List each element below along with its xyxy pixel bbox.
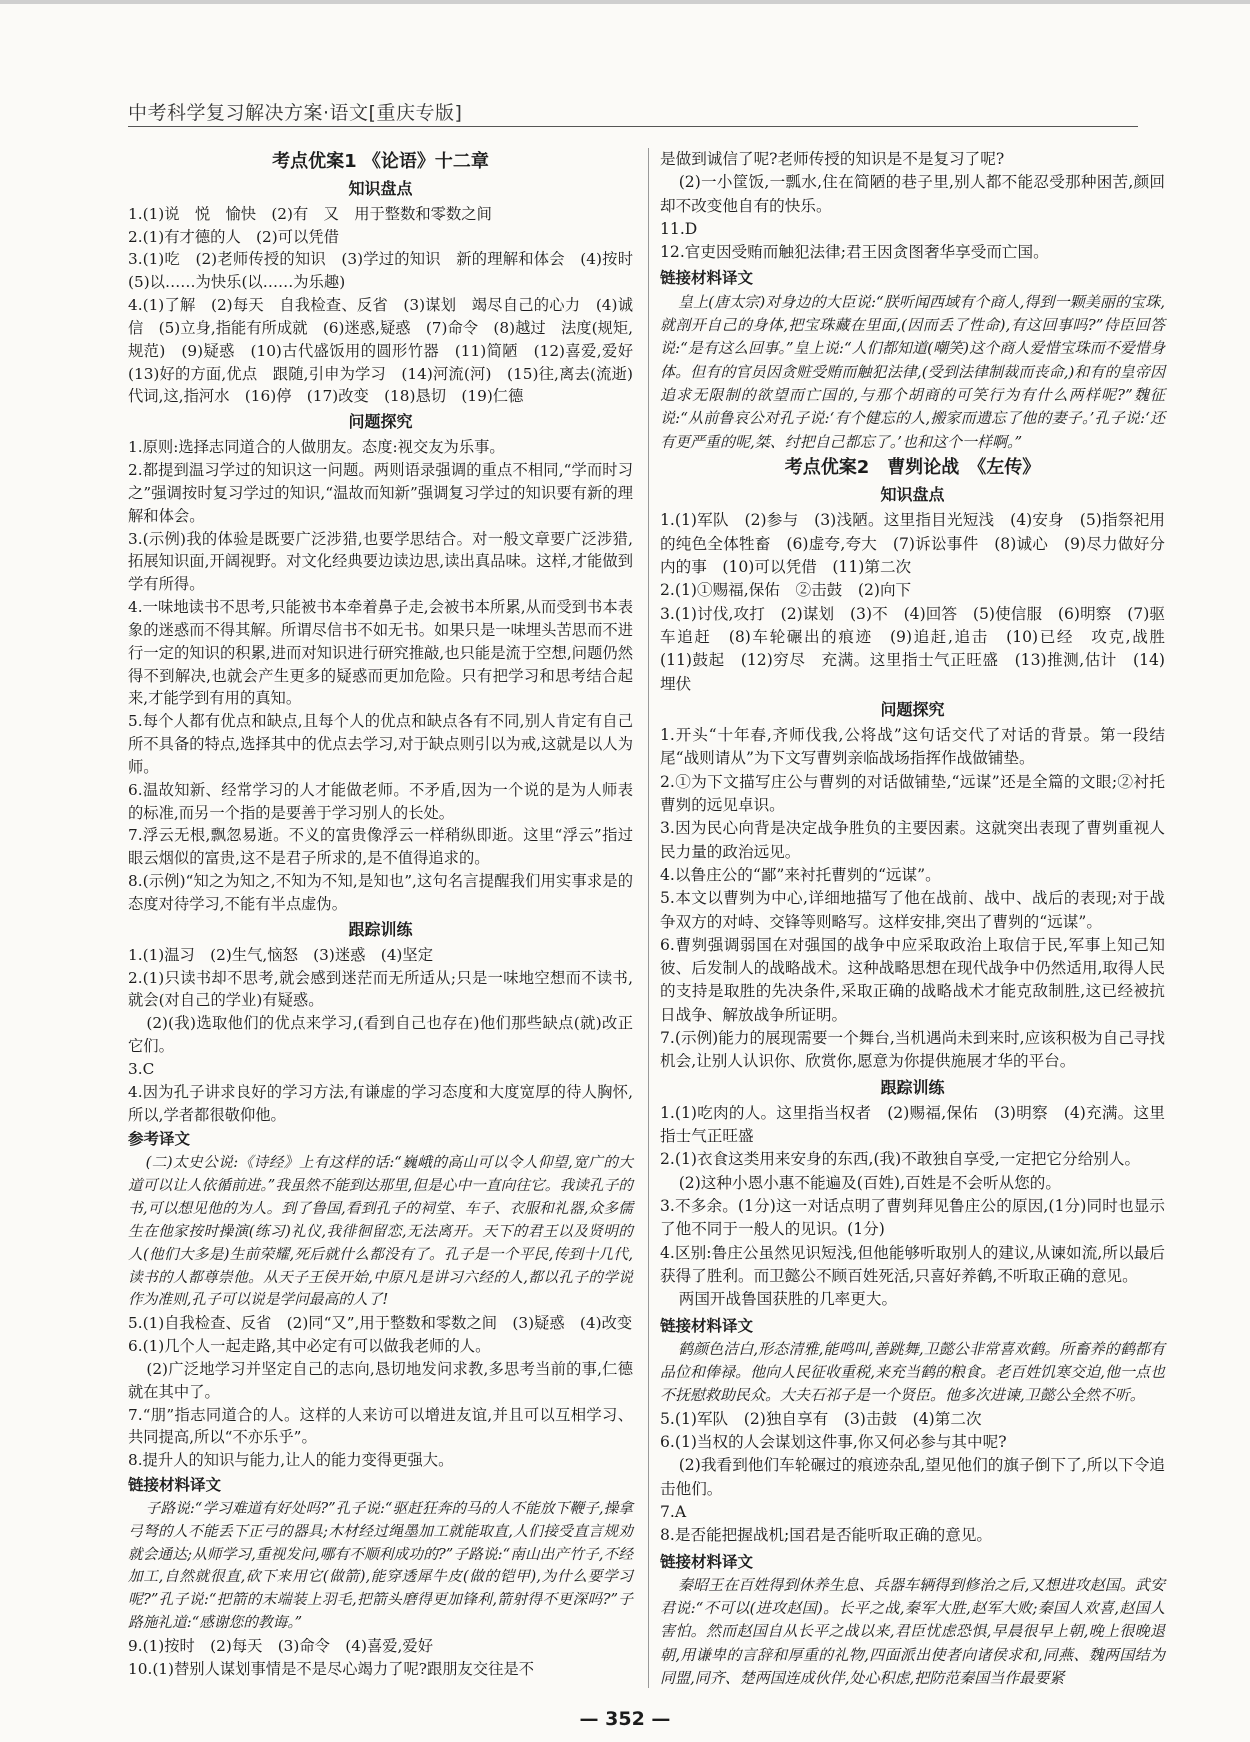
answer-item: 2.(1)只读书却不思考,就会感到迷茫而无所适从;只是一味地空想而不读书,就会(对自己的学业)有疑惑。 [128, 968, 633, 1010]
answer-item: 6.(1)几个人一起走路,其中必定有可以做我老师的人。 [128, 1337, 491, 1356]
page-number: — 352 — [579, 1708, 671, 1730]
subsection-title: 问题探究 [880, 699, 945, 719]
answer-item: 5.(1)自我检查、反省 (2)同“又”,用于整数和零数之间 (3)疑惑 (4)改变 [128, 1314, 633, 1333]
answer-item: 3.(1)讨伐,攻打 (2)谋划 (3)不 (4)回答 (5)使信服 (6)明察 (7)驱车追赶 (8)车轮碾出的痕迹 (9)追赶,追击 (10)已经 攻克,战胜 (11)鼓起 (12)穷尽 充满。这里指士气正旺盛 (13)推测,估计 (14)埋伏 [660, 604, 1181, 693]
top-rule [0, 0, 1250, 4]
answer-item: 11.D [660, 219, 698, 238]
link-translation-label: 链接材料译文 [660, 269, 754, 288]
reference-translation-label: 参考译文 [128, 1130, 191, 1149]
answer-item: 5.每个人都有优点和缺点,且每个人的优点和缺点各有不同,别人肯定有自己所不具备的特点,选择其中的优点去学习,对于缺点则引以为戒,这就是以人为师。 [128, 712, 633, 776]
column-divider [648, 148, 649, 1688]
link-translation-label: 链接材料译文 [128, 1476, 222, 1495]
translation-text: 子路说:“学习难道有好处吗?”孔子说:“驱赶狂奔的马的人不能放下鞭子,操拿弓弩的人不能丢下正弓的器具;木材经过绳墨加工就能取直,人们接受直言规劝就会通达;从师学习,重视发问,哪有不顺利成功的?”子路说:“南山出产竹子,不经加工,自然就很直,砍下来用它(做箭),能穿透犀牛皮(做的铠甲),为什么要学习呢?”孔子说:“把箭的末端装上羽毛,把箭头磨得更加锋利,箭射得不更深吗?”子路施礼道:“感谢您的教诲。” [128, 1499, 633, 1632]
translation-text: 秦昭王在百姓得到休养生息、兵器车辆得到修治之后,又想进攻赵国。武安君说:“不可以(进攻赵国)。长平之战,秦军大胜,赵军大败;秦国人欢喜,赵国人害怕。然而赵国自从长平之战以来,君臣忧虑恐惧,早晨很早上朝,晚上很晚退朝,用谦卑的言辞和厚重的礼物,四面派出使者向诸侯求和,同燕、魏两国结为同盟,同齐、楚两国连成伙伴,处心积虑,把防范秦国当作最要紧 [660, 1575, 1165, 1687]
running-head: 中考科学复习解决方案·语文[重庆专版] [128, 102, 463, 124]
answer-item: 3.因为民心向背是决定战争胜负的主要因素。这就突出表现了曹刿重视人民力量的政治远见。 [660, 819, 1165, 861]
answer-item: 9.(1)按时 (2)每天 (3)命令 (4)喜爱,爱好 [128, 1637, 433, 1655]
answer-item: 2.(1)有才德的人 (2)可以凭借 [128, 227, 339, 246]
answer-item: 3.(示例)我的体验是既要广泛涉猎,也要学思结合。对一般文章要广泛涉猎,拓展知识面,开阔视野。对文化经典要边读边思,读出真品味。这样,才能做到学有所得。 [128, 529, 633, 594]
answer-item: 2.(1)衣食这类用来安身的东西,(我)不敢独自享受,一定把它分给别人。 [660, 1150, 1141, 1169]
translation-text: 皇上(唐太宗)对身边的大臣说:“朕听闻西域有个商人,得到一颗美丽的宝珠,就剖开自己的身体,把宝珠藏在里面,(因而丢了性命),有这回事吗?”侍臣回答说:“是有这么回事。”皇上说:“人们都知道(嘲笑)这个商人爱惜宝珠而不爱惜身体。但有的官员因贪赃受贿而触犯法律,(受到法律制裁而丧命,)和有的皇帝因追求无限制的欲望而亡国的,与那个胡商的可笑行为有什么两样呢?”魏征说:“从前鲁哀公对孔子说:‘有个健忘的人,搬家而遗忘了他的妻子。’孔子说:‘还有更严重的呢,桀、纣把自己都忘了。’也和这个一样啊。” [660, 292, 1165, 451]
answer-item: 5.(1)军队 (2)独自享有 (3)击鼓 (4)第二次 [660, 1409, 982, 1428]
answer-item: 1.原则:选择志同道合的人做朋友。态度:视交友为乐事。 [128, 438, 505, 457]
left-column [128, 148, 649, 1681]
answer-item: 1.(1)说 悦 愉快 (2)有 又 用于整数和零数之间 [128, 204, 492, 223]
answer-item: 4.因为孔子讲求良好的学习方法,有谦虚的学习态度和大度宽厚的待人胸怀,所以,学者都很敬仰他。 [128, 1082, 633, 1124]
answer-item: 10.(1)替别人谋划事情是不是尽心竭力了呢?跟朋友交往是不 [128, 1659, 535, 1678]
link-translation-label: 链接材料译文 [660, 1316, 754, 1335]
subsection-title: 跟踪训练 [348, 919, 413, 939]
answer-item: 8.是否能把握战机;国君是否能听取正确的意见。 [660, 1526, 993, 1545]
answer-item: 6.温故知新、经常学习的人才能做老师。不矛盾,因为一个说的是为人师表的标准,而另一个指的是要善于学习别人的长处。 [128, 780, 633, 822]
answer-item: 2.(1)①赐福,保佑 ②击鼓 (2)向下 [660, 581, 912, 600]
answer-item: 2.①为下文描写庄公与曹刿的对话做铺垫,“远谋”还是全篇的文眼;②衬托曹刿的远见卓识。 [660, 772, 1165, 815]
answer-item: 4.一味地读书不思考,只能被书本牵着鼻子走,会被书本所累,从而受到书本表象的迷惑而不得其解。所谓尽信书不如无书。如果只是一味埋头苦思而不进行一定的知识的积累,进而对知识进行研究推敲,也只能是流于空想,问题仍然得不到解决,也就会产生更多的疑惑而更加危险。只有把学习和思考结合起来,才能学到有用的真知。 [128, 598, 633, 708]
answer-item: 7.“朋”指志同道合的人。这样的人来访可以增进友谊,并且可以互相学习、共同提高,所以“不亦乐乎”。 [128, 1405, 633, 1447]
answer-item: 1.开头“十年春,齐师伐我,公将战”这句话交代了对话的背景。第一段结尾“战则请从”为下文写曹刿亲临战场指挥作战做铺垫。 [660, 726, 1165, 768]
answer-item: 1.(1)吃肉的人。这里指当权者 (2)赐福,保佑 (3)明察 (4)充满。这里指士气正旺盛 [660, 1103, 1165, 1146]
answer-item: 1.(1)温习 (2)生气,恼怒 (3)迷惑 (4)坚定 [128, 945, 433, 964]
answer-item: 4.(1)了解 (2)每天 自我检查、反省 (3)谋划 竭尽自己的心力 (4)诚信 (5)立身,指能有所成就 (6)迷惑,疑惑 (7)命令 (8)越过 法度(规矩,规范) (9)疑惑 (10)古代盛饭用的圆形竹器 (11)简陋 (12)喜爱,爱好 (13)好的方面,优点 跟随,引申为学习 (14)河流(河) (15)往,离去(流逝) 代词,这,指河水 (16)停 (17)改变 (18)恳切 (19)仁德 [128, 296, 649, 406]
answer-item: 8.提升人的知识与能力,让人的能力变得更强大。 [128, 1451, 454, 1470]
subsection-title: 知识盘点 [348, 178, 413, 198]
answer-item: 3.C [128, 1059, 155, 1078]
answer-item: 5.本文以曹刿为中心,详细地描写了他在战前、战中、战后的表现;对于战争双方的对峙、交锋等则略写。这样安排,突出了曹刿的“远谋”。 [660, 889, 1165, 931]
answer-item: 12.官吏因受贿而触犯法律;君王因贪图奢华享受而亡国。 [660, 243, 1049, 262]
answer-item: 两国开战鲁国获胜的几率更大。 [678, 1290, 898, 1309]
subsection-title: 知识盘点 [880, 485, 945, 505]
answer-item: 6.曹刿强调弱国在对强国的战争中应采取政治上取信于民,军事上知己知彼、后发制人的战略战术。这种战略思想在现代战争中仍然适用,取得人民的支持是取胜的先决条件,采取正确的战略战术才能克敌制胜,这已经被抗日战争、解放战争所证明。 [660, 935, 1165, 1024]
header-rule [128, 126, 1138, 127]
answer-item: 2.都提到温习学过的知识这一问题。两则语录强调的重点不相同,“学而时习之”强调按时复习学过的知识,“温故而知新”强调复习学过的知识要有新的理解和体会。 [128, 460, 633, 525]
answer-item: (2)一小筐饭,一瓢水,住在简陋的巷子里,别人都不能忍受那种困苦,颜回却不改变他自有的快乐。 [660, 173, 1165, 215]
translation-text: (二)太史公说:《诗经》上有这样的话:“巍峨的高山可以令人仰望,宽广的大道可以让人依循前进。”我虽然不能到达那里,但是心中一直向往它。我读孔子的书,可以想见他的为人。到了鲁国,看到孔子的祠堂、车子、衣服和礼器,众多儒生在他家按时操演(练习)礼仪,我徘徊留恋,无法离开。天下的君王以及贤明的人(他们大多是)生前荣耀,死后就什么都没有了。孔子是一个平民,传到十几代,读书的人都尊崇他。从天子王侯开始,中原凡是讲习六经的人,都以孔子的学说作为准则,孔子可以说是学问最高的人了! [128, 1154, 633, 1309]
answer-item: 7.A [660, 1502, 687, 1521]
answer-item: 1.(1)军队 (2)参与 (3)浅陋。这里指目光短浅 (4)安身 (5)指祭祀用的纯色全体牲畜 (6)虚夸,夸大 (7)诉讼事件 (8)诚心 (9)尽力做好分内的事 (10)可以凭借 (11)第二次 [660, 511, 1165, 577]
translation-text: 鹤颜色洁白,形态清雅,能鸣叫,善跳舞,卫懿公非常喜欢鹤。所畜养的鹤都有品位和俸禄。他向人民征收重税,来充当鹤的粮食。老百姓饥寒交迫,他一点也不抚慰救助民众。大夫石祁子是一个贤臣。他多次进谏,卫懿公全然不听。 [660, 1339, 1165, 1405]
answer-item: (2)(我)选取他们的优点来学习,(看到自己也存在)他们那些缺点(就)改正它们。 [128, 1014, 633, 1056]
answer-item: 3.不多余。(1分)这一对话点明了曹刿拜见鲁庄公的原因,(1分)同时也显示了他不同于一般人的见识。(1分) [660, 1197, 1165, 1239]
answer-item: 3.(1)吃 (2)老师传授的知识 (3)学过的知识 新的理解和体会 (4)按时 (5)以……为快乐(以……为乐趣) [128, 250, 649, 292]
answer-item: (2)这种小恩小惠不能遍及(百姓),百姓是不会听从您的。 [678, 1173, 1061, 1192]
answer-item: 7.(示例)能力的展现需要一个舞台,当机遇尚未到来时,应该积极为自己寻找机会,让别人认识你、欣赏你,愿意为你提供施展才华的平台。 [660, 1028, 1165, 1071]
link-translation-label: 链接材料译文 [660, 1552, 754, 1571]
answer-item: 6.(1)当权的人会谋划这件事,你又何必参与其中呢? [660, 1433, 1007, 1452]
section-title: 考点优案1 《论语》十二章 [272, 151, 489, 172]
answer-item: 7.浮云无根,飘忽易逝。不义的富贵像浮云一样稍纵即逝。这里“浮云”指过眼云烟似的富贵,这不是君子所求的,是不值得追求的。 [128, 826, 633, 868]
subsection-title: 问题探究 [348, 412, 413, 432]
answer-item: (2)广泛地学习并坚定自己的志向,恳切地发问求教,多思考当前的事,仁德就在其中了。 [128, 1359, 633, 1401]
section-title: 考点优案2 曹刿论战 《左传》 [784, 456, 1041, 478]
answer-item: 是做到诚信了呢?老师传授的知识是不是复习了呢? [660, 150, 1005, 168]
answer-item: 8.(示例)“知之为知之,不知为不知,是知也”,这句名言提醒我们用实事求是的态度对待学习,不能有半点虚伪。 [128, 872, 633, 913]
answer-item: 4.以鲁庄公的“鄙”来衬托曹刿的“远谋”。 [660, 865, 941, 884]
subsection-title: 跟踪训练 [880, 1077, 945, 1097]
right-column [660, 148, 1181, 1690]
answer-item: 4.区别:鲁庄公虽然见识短浅,但他能够听取别人的建议,从谏如流,所以最后获得了胜利。而卫懿公不顾百姓死活,只喜好养鹤,不听取正确的意见。 [660, 1243, 1165, 1285]
answer-item: (2)我看到他们车轮碾过的痕迹杂乱,望见他们的旗子倒下了,所以下令追击他们。 [660, 1456, 1165, 1498]
